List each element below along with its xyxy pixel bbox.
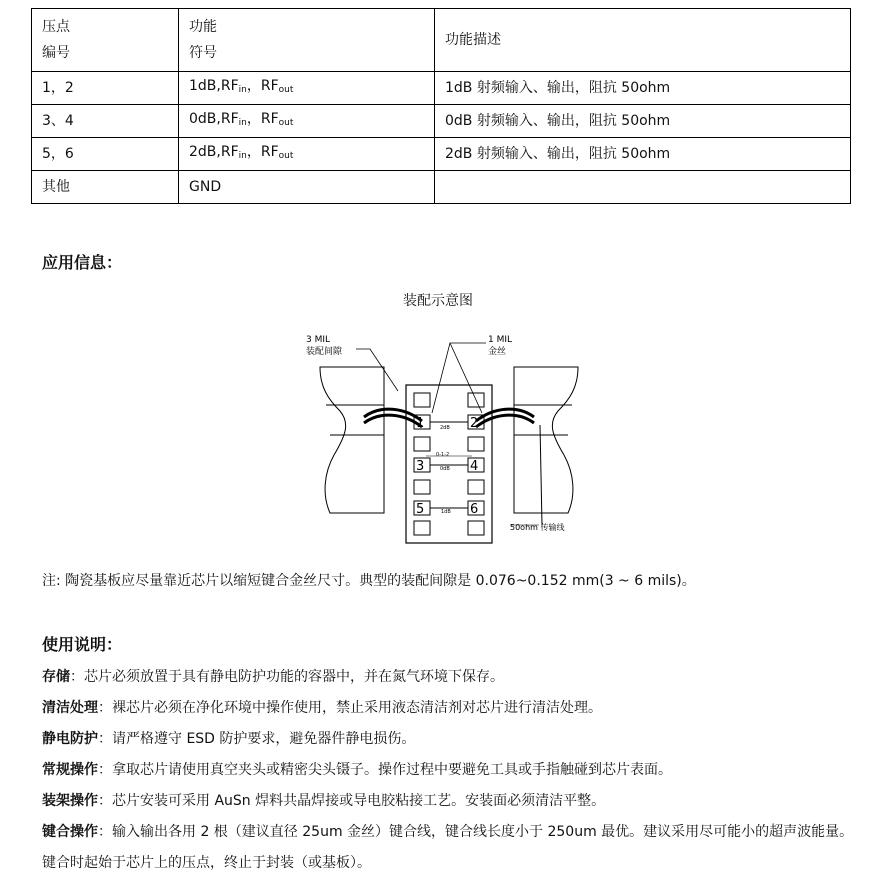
table-row xyxy=(32,72,851,105)
header-function-desc: 功能描述 xyxy=(435,9,851,72)
chip-label-2db: 2dB xyxy=(440,425,450,431)
cell-pads: 其他 xyxy=(32,171,179,204)
left-substrate xyxy=(320,367,384,513)
table-row xyxy=(32,105,851,138)
figure-title: 装配示意图 xyxy=(403,293,473,309)
gap-label-2: 装配间隙 xyxy=(306,347,343,357)
cell-symbol: $2dB,RF_{in}$，$RF_{out}$ xyxy=(179,138,435,171)
usage-item-storage: 存储：芯片必须放置于具有静电防护功能的容器中，并在氮气环境下保存。 xyxy=(42,669,504,685)
chip-label-012: 0-1-2 xyxy=(436,452,450,458)
cell-pads: 5，6 xyxy=(32,138,179,171)
usage-item-cleaning: 清洁处理：裸芯片必须在净化环境中操作使用，禁止采用液态清洁剂对芯片进行清洁处理。 xyxy=(42,700,602,716)
wire-label-1: 1 MIL xyxy=(488,335,513,345)
usage-list xyxy=(42,662,854,879)
pad-4-label: 4 xyxy=(470,459,479,474)
cell-pads: 1，2 xyxy=(32,72,179,105)
header-function-symbol: 功能 符号 xyxy=(179,9,435,72)
pad-1-label: 1 xyxy=(416,416,425,431)
gap-label-1: 3 MIL xyxy=(306,335,331,345)
cell-desc: 1dB 射频输入、输出，阻抗 50ohm xyxy=(435,72,851,105)
pad-3-label: 3 xyxy=(416,459,425,474)
cell-symbol: $0dB,RF_{in}$，$RF_{out}$ xyxy=(179,105,435,138)
chip-label-1db: 1dB xyxy=(441,509,451,515)
pad-5-label: 5 xyxy=(416,502,425,517)
usage-item-mounting: 装架操作：芯片安装可采用 AuSn 焊料共晶焊接或导电胶粘接工艺。安装面必须清洁平整。 xyxy=(42,793,606,809)
pin-table xyxy=(31,8,851,204)
right-substrate xyxy=(514,367,578,513)
usage-item-esd: 静电防护：请严格遵守 ESD 防护要求，避免器件静电损伤。 xyxy=(42,731,416,747)
cell-desc: 2dB 射频输入、输出，阻抗 50ohm xyxy=(435,138,851,171)
cell-symbol: $1dB,RF_{in}$，$RF_{out}$ xyxy=(179,72,435,105)
cell-desc xyxy=(435,171,851,204)
table-row xyxy=(32,171,851,204)
cell-pads: 3、4 xyxy=(32,105,179,138)
pad-2-label: 2 xyxy=(470,416,479,431)
app-info-title: 应用信息： xyxy=(42,253,123,272)
cell-desc: 0dB 射频输入、输出，阻抗 50ohm xyxy=(435,105,851,138)
wire-label-2: 金丝 xyxy=(488,347,507,357)
table-row xyxy=(32,138,851,171)
usage-item-handling: 常规操作：拿取芯片请使用真空夹头或精密尖头镊子。操作过程中要避免工具或手指触碰到芯片表面。 xyxy=(42,762,672,778)
usage-title: 使用说明： xyxy=(42,635,123,654)
line-label: 50ohm 传输线 xyxy=(510,523,565,532)
table-header-row xyxy=(32,9,851,72)
cell-symbol: GND xyxy=(179,171,435,204)
chip-label-0db: 0dB xyxy=(440,466,450,472)
assembly-diagram xyxy=(300,325,590,550)
pad-6-label: 6 xyxy=(470,502,479,517)
assembly-note: 注: 陶瓷基板应尽量靠近芯片以缩短键合金丝尺寸。典型的装配间隙是 0.076~0.152 mm(3 ~ 6 mils)。 xyxy=(42,573,696,589)
usage-item-bonding: 键合操作：输入输出各用 2 根（建议直径 25um 金丝）键合线，键合线长度小于 250um 最优。建议采用尽可能小的超声波能量。键合时起始于芯片上的压点，终止于封装（或基板）。 xyxy=(42,824,854,871)
header-pad-number: 压点 编号 xyxy=(32,9,179,72)
